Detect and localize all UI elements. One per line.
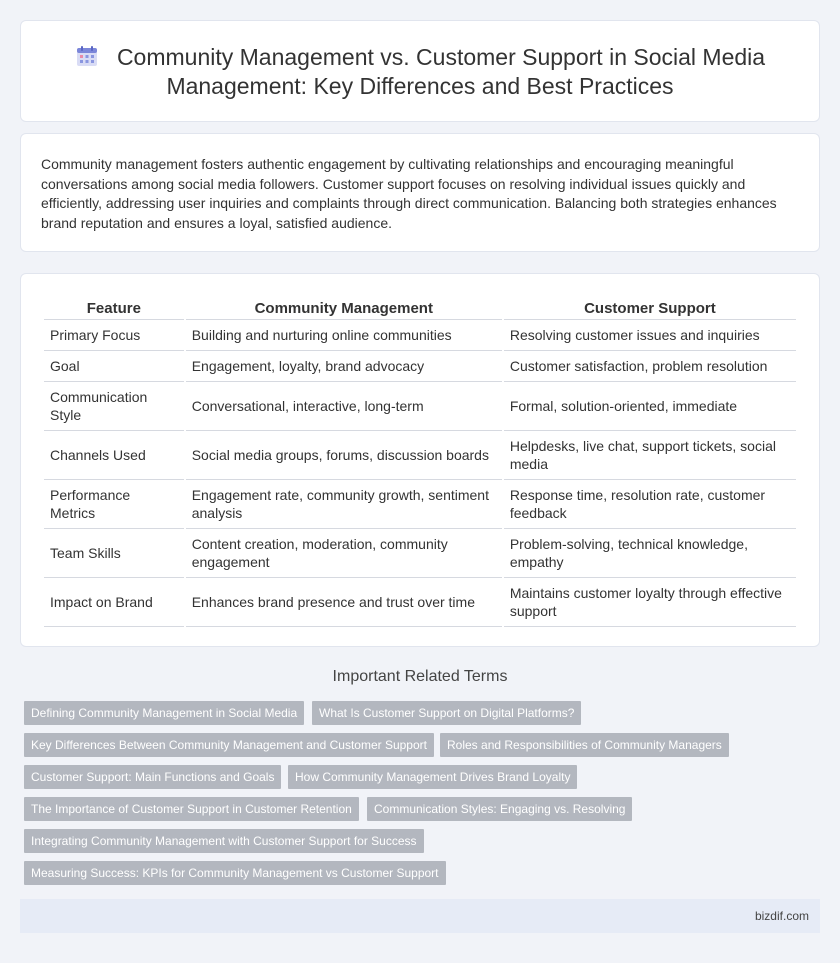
- table-cell: Engagement rate, community growth, sentiment analysis: [186, 480, 502, 529]
- related-tag[interactable]: Roles and Responsibilities of Community Managers: [440, 733, 729, 757]
- related-tag[interactable]: Key Differences Between Community Management and Customer Support: [24, 733, 434, 757]
- footer-brand[interactable]: bizdif.com: [754, 909, 809, 923]
- intro-paragraph: Community management fosters authentic engagement by cultivating relationships and encouraging meaningful conversations among social media followers. Customer support focuses on resolving individual issues quickly and efficiently, addressing user inquiries and complaints through direct communication. Balancing both strategies enhances brand reputation and ensures a loyal, satisfied audience.: [41, 156, 777, 231]
- comparison-card: [20, 273, 820, 647]
- footer: [20, 899, 820, 933]
- table-cell: Customer satisfaction, problem resolution: [504, 351, 796, 382]
- table-cell: Engagement, loyalty, brand advocacy: [186, 351, 502, 382]
- title-line-2: Management: Key Differences and Best Practices: [166, 73, 674, 99]
- table-cell: Conversational, interactive, long-term: [186, 382, 502, 431]
- related-tag[interactable]: Defining Community Management in Social Media: [24, 701, 304, 725]
- table-cell-feature: Performance Metrics: [44, 480, 184, 529]
- table-row: [44, 351, 796, 382]
- table-cell: Resolving customer issues and inquiries: [504, 320, 796, 351]
- related-terms-heading: Important Related Terms: [332, 668, 508, 685]
- table-cell-feature: Goal: [44, 351, 184, 382]
- intro-card: [20, 133, 820, 252]
- table-row: [44, 480, 796, 529]
- table-cell-feature: Impact on Brand: [44, 578, 184, 627]
- table-cell-feature: Team Skills: [44, 529, 184, 578]
- table-row: [44, 382, 796, 431]
- related-tag[interactable]: How Community Management Drives Brand Loyalty: [288, 765, 577, 789]
- table-row: [44, 529, 796, 578]
- related-tag[interactable]: Measuring Success: KPIs for Community Management vs Customer Support: [24, 861, 446, 885]
- table-header-row: [44, 296, 796, 320]
- table-cell: Problem-solving, technical knowledge, empathy: [504, 529, 796, 578]
- calendar-icon: [75, 44, 99, 68]
- title-card: [20, 20, 820, 122]
- table-row: [44, 578, 796, 627]
- table-cell: Building and nurturing online communities: [186, 320, 502, 351]
- table-cell-feature: Primary Focus: [44, 320, 184, 351]
- title-line-1: Community Management vs. Customer Support in Social Media: [116, 44, 766, 70]
- related-tag[interactable]: Customer Support: Main Functions and Goals: [24, 765, 281, 789]
- header-customer-support: Customer Support: [504, 296, 796, 320]
- related-tag[interactable]: Integrating Community Management with Customer Support for Success: [24, 829, 424, 853]
- related-tag[interactable]: What Is Customer Support on Digital Platforms?: [312, 701, 581, 725]
- page-title: [21, 43, 819, 101]
- table-cell: Maintains customer loyalty through effective support: [504, 578, 796, 627]
- table-cell: Enhances brand presence and trust over time: [186, 578, 502, 627]
- related-tag[interactable]: Communication Styles: Engaging vs. Resolving: [367, 797, 632, 821]
- table-cell: Formal, solution-oriented, immediate: [504, 382, 796, 431]
- table-cell-feature: Communication Style: [44, 382, 184, 431]
- table-cell: Social media groups, forums, discussion boards: [186, 431, 502, 480]
- table-cell: Response time, resolution rate, customer feedback: [504, 480, 796, 529]
- table-cell-feature: Channels Used: [44, 431, 184, 480]
- related-tag[interactable]: The Importance of Customer Support in Customer Retention: [24, 797, 359, 821]
- comparison-table: [42, 296, 798, 627]
- table-row: [44, 431, 796, 480]
- header-community-management: Community Management: [186, 296, 502, 320]
- table-row: [44, 320, 796, 351]
- table-cell: Content creation, moderation, community engagement: [186, 529, 502, 578]
- table-cell: Helpdesks, live chat, support tickets, social media: [504, 431, 796, 480]
- header-feature: Feature: [44, 296, 184, 320]
